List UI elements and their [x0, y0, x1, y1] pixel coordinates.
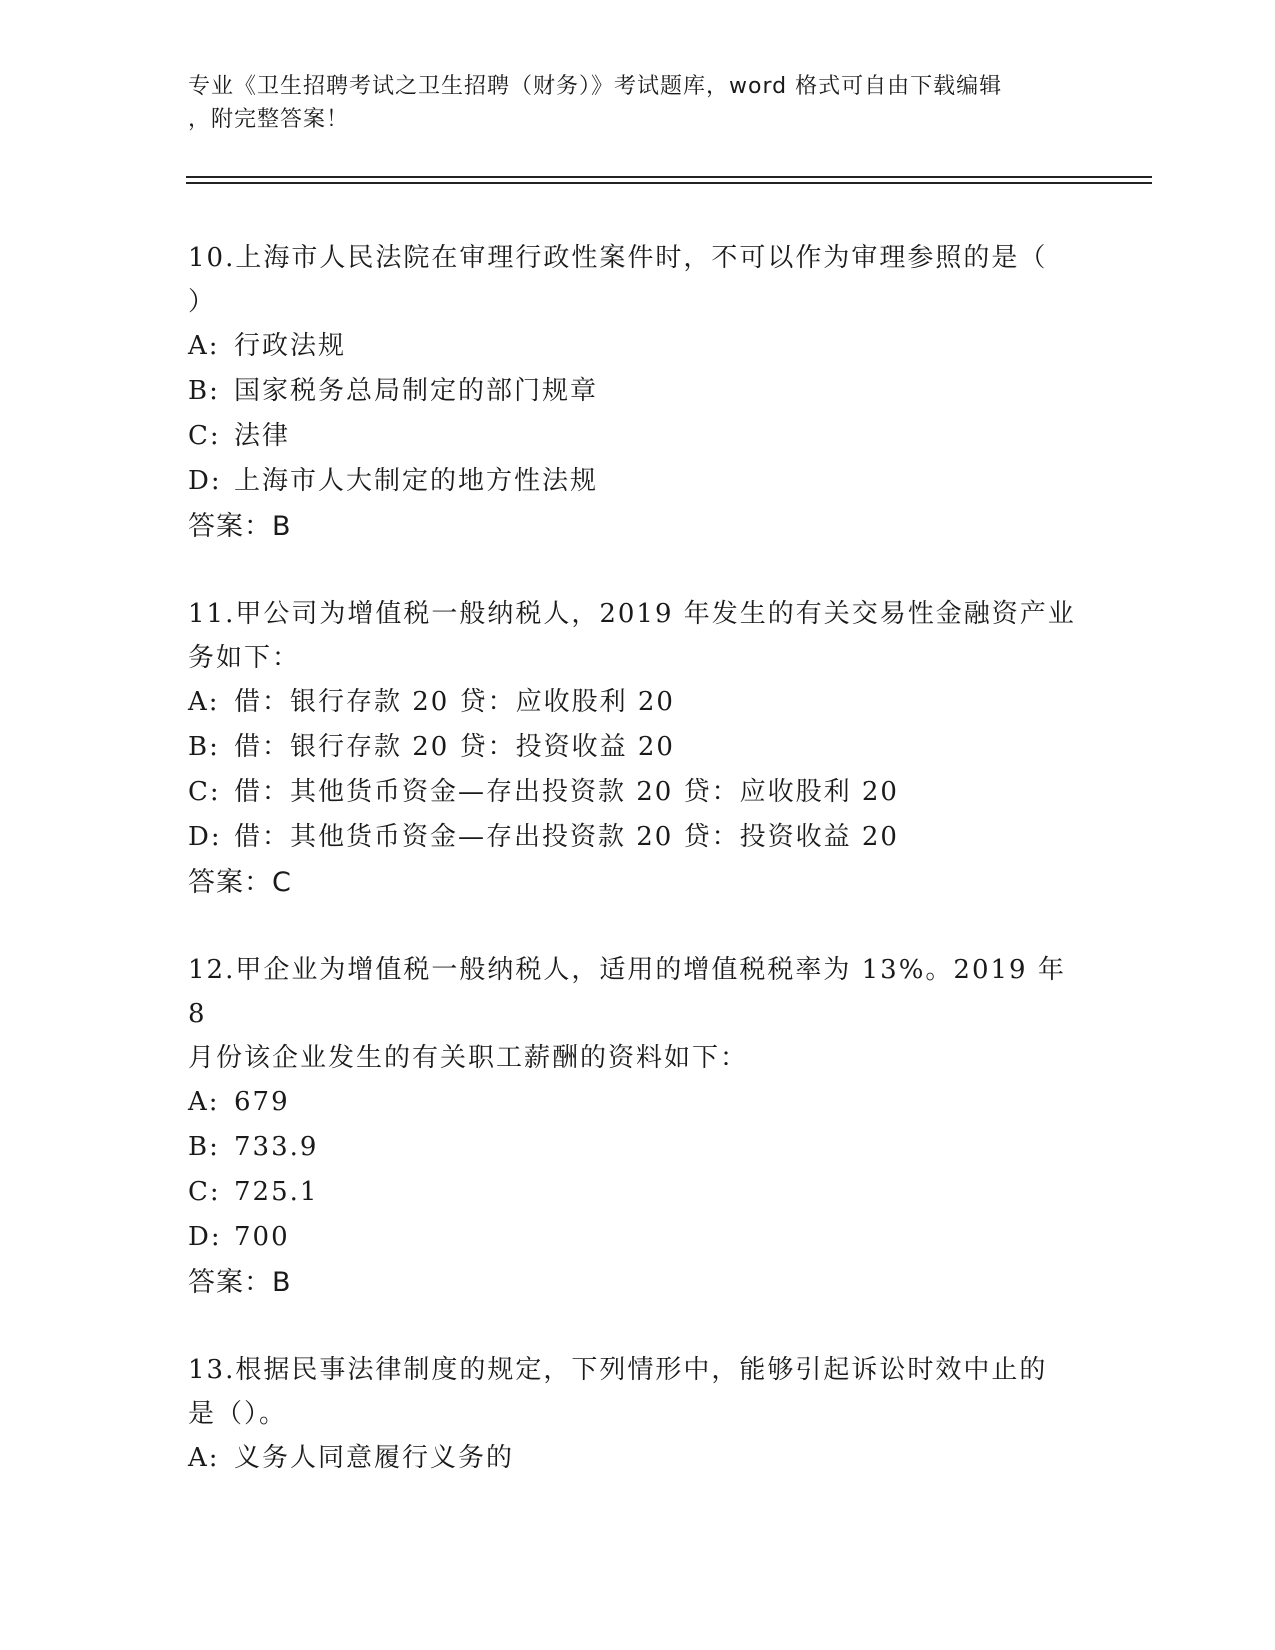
- header-line-1: 专业《卫生招聘考试之卫生招聘（财务）》考试题库，word 格式可自由下载编辑: [188, 74, 1003, 99]
- option-text: 借：银行存款 20 贷：投资收益 20: [234, 732, 675, 762]
- option-a: [188, 680, 1088, 725]
- answer-value: C: [272, 867, 292, 898]
- option-letter: A:: [188, 1087, 220, 1117]
- option-a: [188, 1436, 1088, 1481]
- header-line-2: ，附完整答案！: [188, 107, 350, 132]
- option-text: 借：银行存款 20 贷：应收股利 20: [234, 687, 675, 717]
- option-text: 借：其他货币资金—存出投资款 20 贷：应收股利 20: [234, 777, 899, 807]
- option-d: [188, 1215, 1088, 1260]
- option-text: 国家税务总局制定的部门规章: [234, 376, 599, 406]
- answer-label: 答案：: [188, 511, 272, 542]
- option-a: [188, 324, 1088, 369]
- option-b: [188, 369, 1088, 414]
- option-text: 行政法规: [234, 331, 347, 361]
- option-text: 700: [234, 1222, 290, 1252]
- option-letter: B:: [188, 376, 220, 406]
- option-letter: A:: [188, 331, 220, 361]
- question-11: [188, 592, 1088, 906]
- option-letter: C:: [188, 777, 221, 807]
- question-text: 13.根据民事法律制度的规定，下列情形中，能够引起诉讼时效中止的 是（）。: [188, 1355, 1048, 1429]
- option-text: 733.9: [234, 1132, 319, 1162]
- answer: [188, 860, 1088, 906]
- option-letter: D:: [188, 466, 222, 496]
- option-c: [188, 1170, 1088, 1215]
- question-text: 10.上海市人民法院在审理行政性案件时，不可以作为审理参照的是（ ）: [188, 243, 1048, 317]
- option-text: 725.1: [234, 1177, 319, 1207]
- question-list: [188, 236, 1088, 1523]
- option-letter: A:: [188, 1443, 220, 1473]
- option-text: 679: [234, 1087, 290, 1117]
- header-divider-top: [186, 176, 1152, 178]
- answer: [188, 504, 1088, 550]
- option-text: 义务人同意履行义务的: [234, 1443, 515, 1473]
- option-d: [188, 459, 1088, 504]
- option-c: [188, 414, 1088, 459]
- answer-label: 答案：: [188, 867, 272, 898]
- document-header: [188, 70, 1088, 136]
- question-10: [188, 236, 1088, 550]
- answer-value: B: [272, 1267, 292, 1298]
- question-12: [188, 948, 1088, 1306]
- option-letter: B:: [188, 732, 220, 762]
- option-b: [188, 725, 1088, 770]
- answer-value: B: [272, 511, 292, 542]
- question-text: 11.甲公司为增值税一般纳税人，2019 年发生的有关交易性金融资产业 务如下：: [188, 599, 1076, 673]
- question-text: 12.甲企业为增值税一般纳税人，适用的增值税税率为 13%。2019 年 8 月份该企业发生的有关职工薪酬的资料如下：: [188, 955, 1066, 1073]
- option-letter: B:: [188, 1132, 220, 1162]
- option-letter: C:: [188, 421, 221, 451]
- option-letter: D:: [188, 1222, 222, 1252]
- option-text: 上海市人大制定的地方性法规: [234, 466, 599, 496]
- option-a: [188, 1080, 1088, 1125]
- header-divider-bottom: [186, 182, 1152, 184]
- option-text: 法律: [234, 421, 291, 451]
- option-letter: C:: [188, 1177, 221, 1207]
- option-c: [188, 770, 1088, 815]
- option-b: [188, 1125, 1088, 1170]
- option-d: [188, 815, 1088, 860]
- option-text: 借：其他货币资金—存出投资款 20 贷：投资收益 20: [234, 822, 899, 852]
- question-13: [188, 1348, 1088, 1481]
- answer-label: 答案：: [188, 1267, 272, 1298]
- option-letter: D:: [188, 822, 222, 852]
- answer: [188, 1260, 1088, 1306]
- option-letter: A:: [188, 687, 220, 717]
